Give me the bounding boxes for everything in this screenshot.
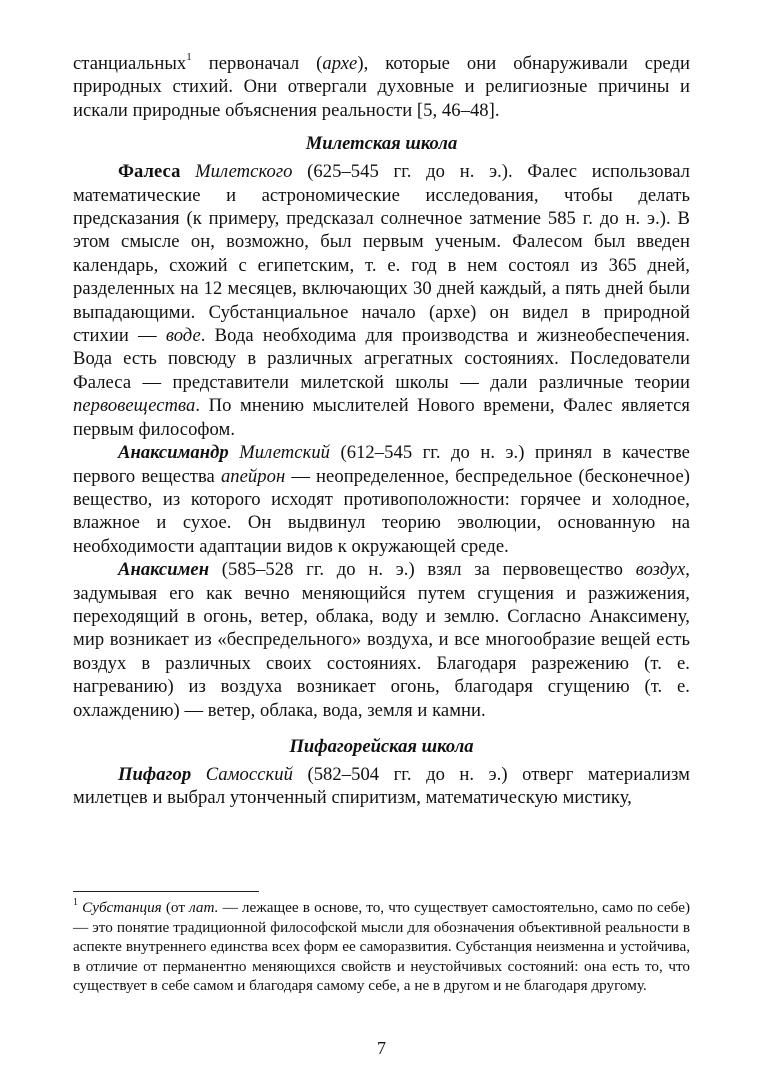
- paragraph-thales: [73, 160, 690, 441]
- section-heading-pythagorean: Пифагорейская школа: [289, 735, 474, 757]
- footnote-ref[interactable]: 1: [186, 50, 192, 63]
- italic-term: Милетского: [195, 161, 293, 183]
- bold-name: Анаксимен: [118, 559, 210, 581]
- text: (582–504 гг. до н. э.) отверг материализм милетцев и выбрал утонченный спиритизм, математическую мистику,: [73, 763, 690, 809]
- italic-term: воздух: [635, 559, 686, 581]
- text: — лежащее в основе, то, что существует самостоятельно, само по себе) — это понятие традиционной философской мысли для обозначения объективной реальности в аспекте внутреннего единства всех форм ее саморазвития. Субстанция неизменна и устойчива, в отличие от перманентно меняющихся свойств и неустойчивых состояний: она есть то, что существует в себе самом и благодаря самому себе, а не в другом и не благодаря другому.: [73, 899, 690, 995]
- italic-term: архе: [322, 53, 358, 74]
- footnote: [73, 898, 690, 996]
- text: — неопределенное, беспредельное (бесконечное) вещество, из которого исходят противоположности: горячее и холодное, влажное и сухое. Он выдвинул теорию эволюции, основанную на необходимости адаптации видов к окружающей среде.: [73, 465, 690, 557]
- text: (от: [161, 899, 190, 916]
- italic-term: апейрон: [220, 465, 286, 487]
- section-heading-milesian: Милетская школа: [305, 133, 458, 155]
- italic-term: Субстанция: [82, 899, 162, 916]
- italic-term: лат.: [189, 899, 219, 916]
- text: станциальных: [73, 53, 187, 74]
- main-text: [73, 52, 690, 810]
- text: [191, 764, 206, 785]
- text: . По мнению мыслителей Нового времени, Фалес является первым философом.: [73, 395, 690, 440]
- text: (585–528 гг. до н. э.) взял за первовещество: [209, 559, 636, 581]
- italic-term: Самосский: [205, 763, 293, 785]
- text: . Вода необходима для производства и жизнеобеспечения. Вода есть повсюду в различных агрегатных состояниях. Последователи Фалеса — представители милетской школы — дали различные теории: [73, 325, 690, 393]
- text: первоначал (: [191, 53, 323, 74]
- paragraph-pythagoras: [73, 763, 690, 810]
- bold-name: Пифагор: [118, 763, 192, 785]
- bold-name: Фалеса: [118, 161, 181, 183]
- italic-term: воде: [165, 325, 201, 347]
- italic-term: первовещества: [73, 395, 196, 417]
- footnote-number: 1: [73, 896, 78, 908]
- italic-term: Милетский: [239, 442, 331, 464]
- paragraph-anaximander: [73, 441, 690, 558]
- text: (625–545 гг. до н. э.). Фалес использовал математические и астрономические исследования, чтобы делать предсказания (к примеру, предсказал солнечное затмение 585 г. до н. э.). В этом смысле он, возможно, был первым ученым. Фалесом был введен календарь, схожий с египетским, т. е. год в нем состоял из 365 дней, разделенных на 12 месяцев, включающих 30 дней каждый, а пять дней были выпадающими. Субстанциальное начало (архе) он видел в природной стихии —: [73, 161, 690, 347]
- paragraph-continuation: [73, 52, 690, 122]
- text: (612–545 гг. до н. э.) принял в качестве первого вещества: [73, 442, 690, 487]
- paragraph-anaximenes: [73, 558, 690, 722]
- text: [180, 161, 195, 182]
- text: , задумывая его как вечно меняющийся путем сгущения и разжижения, переходящий в огонь, ветер, облака, воду и землю. Согласно Анаксимену, мир возникает из «беспредельного» воздуха, и все многообразие вещей есть воздух в различных своих состояниях. Благодаря разрежению (т. е. нагреванию) из воздуха возникает огонь, благодаря сгущению (т. е. охлаждению) — ветер, облака, вода, земля и камни.: [73, 559, 690, 721]
- footnote-divider: [73, 891, 259, 892]
- bold-name: Анаксимандр: [118, 442, 229, 464]
- text: ), которые они обнаруживали среди природных стихий. Они отвергали духовные и религиозные причины и искали природные объяснения реальности [5, 46–48].: [73, 53, 691, 121]
- text: [229, 442, 239, 463]
- page-number: 7: [377, 1038, 386, 1058]
